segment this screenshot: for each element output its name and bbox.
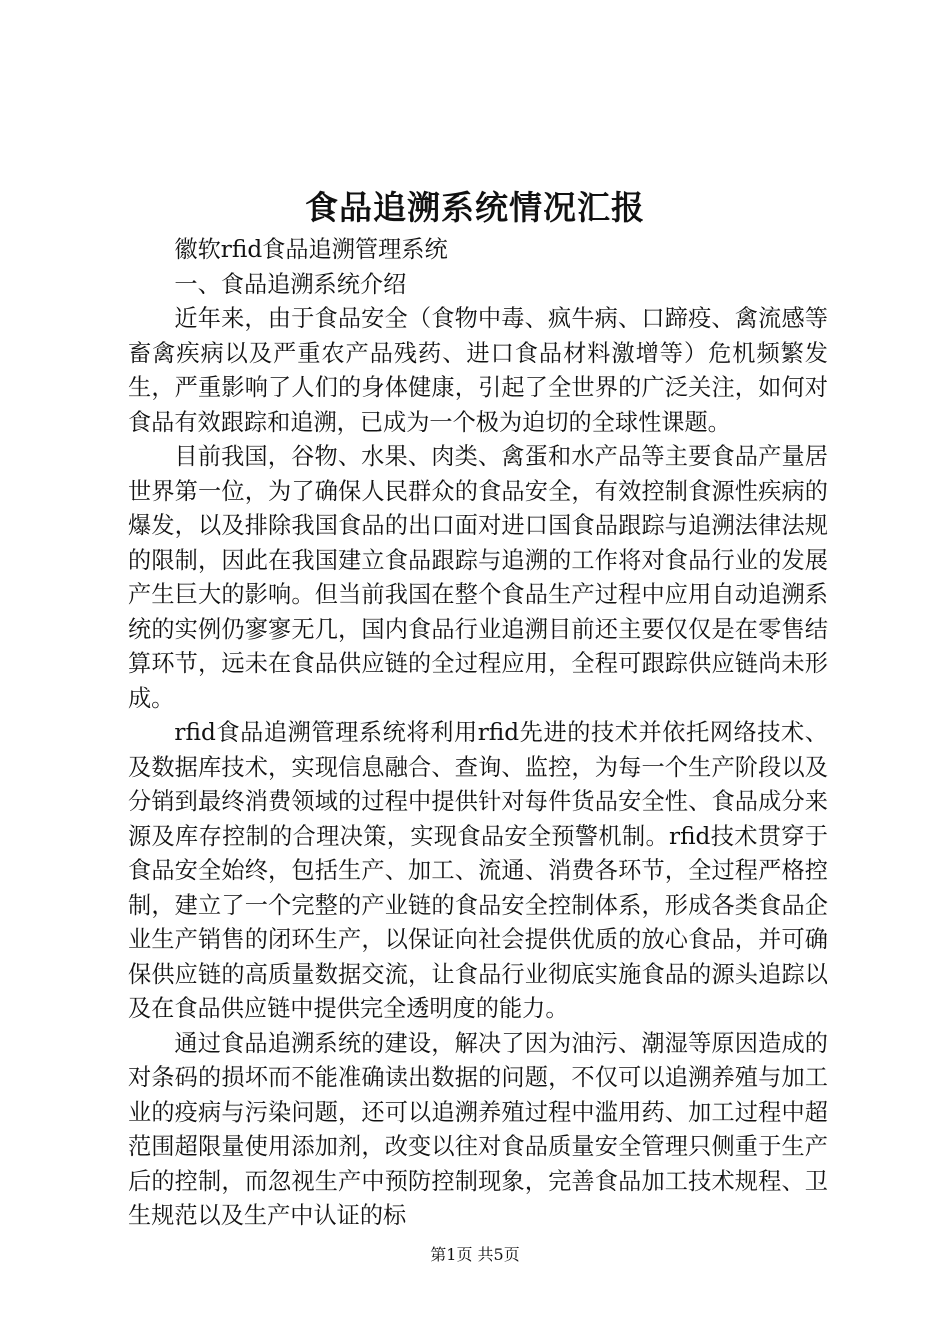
body-paragraph: 通过食品追溯系统的建设，解决了因为油污、潮湿等原因造成的对条码的损坏而不能准确读出数据的问题，不仅可以追溯养殖与加工业的疫病与污染问题，还可以追溯养殖过程中滥用药、加工过程中超范围超限量使用添加剂，改变以往对食品质量安全管理只侧重于生产后的控制，而忽视生产中预防控制现象，完善食品加工技术规程、卫生规范以及生产中认证的标 [128,1029,828,1229]
document-body [128,233,828,1234]
section-heading: 一、食品追溯系统介绍 [174,270,407,298]
body-paragraph: rfid食品追溯管理系统将利用rfid先进的技术并依托网络技术、及数据库技术，实现信息融合、查询、监控，为每一个生产阶段以及分销到最终消费领域的过程中提供针对每件货品安全性、食品成分来源及库存控制的合理决策，实现食品安全预警机制。rfid技术贯穿于食品安全始终，包括生产、加工、流通、消费各环节，全过程严格控制，建立了一个完整的产业链的食品安全控制体系，形成各类食品企业生产销售的闭环生产，以保证向社会提供优质的放心食品，并可确保供应链的高质量数据交流，让食品行业彻底实施食品的源头追踪以及在食品供应链中提供完全透明度的能力。 [128,719,828,1022]
body-paragraph: 近年来，由于食品安全（食物中毒、疯牛病、口蹄疫、禽流感等畜禽疾病以及严重农产品残药、进口食品材料激增等）危机频繁发生，严重影响了人们的身体健康，引起了全世界的广泛关注，如何对食品有效跟踪和追溯，已成为一个极为迫切的全球性课题。 [128,305,828,436]
subtitle-line: 徽软rfid食品追溯管理系统 [174,236,448,263]
document-title: 食品追溯系统情况汇报 [305,188,645,227]
page-number-footer: 第1页 共5页 [430,1245,520,1264]
body-paragraph: 目前我国，谷物、水果、肉类、禽蛋和水产品等主要食品产量居世界第一位，为了确保人民群众的食品安全，有效控制食源性疾病的爆发，以及排除我国食品的出口面对进口国食品跟踪与追溯法律法规的限制，因此在我国建立食品跟踪与追溯的工作将对食品行业的发展产生巨大的影响。但当前我国在整个食品生产过程中应用自动追溯系统的实例仍寥寥无几，国内食品行业追溯目前还主要仅仅是在零售结算环节，远未在食品供应链的全过程应用，全程可跟踪供应链尚未形成。 [128,443,828,712]
